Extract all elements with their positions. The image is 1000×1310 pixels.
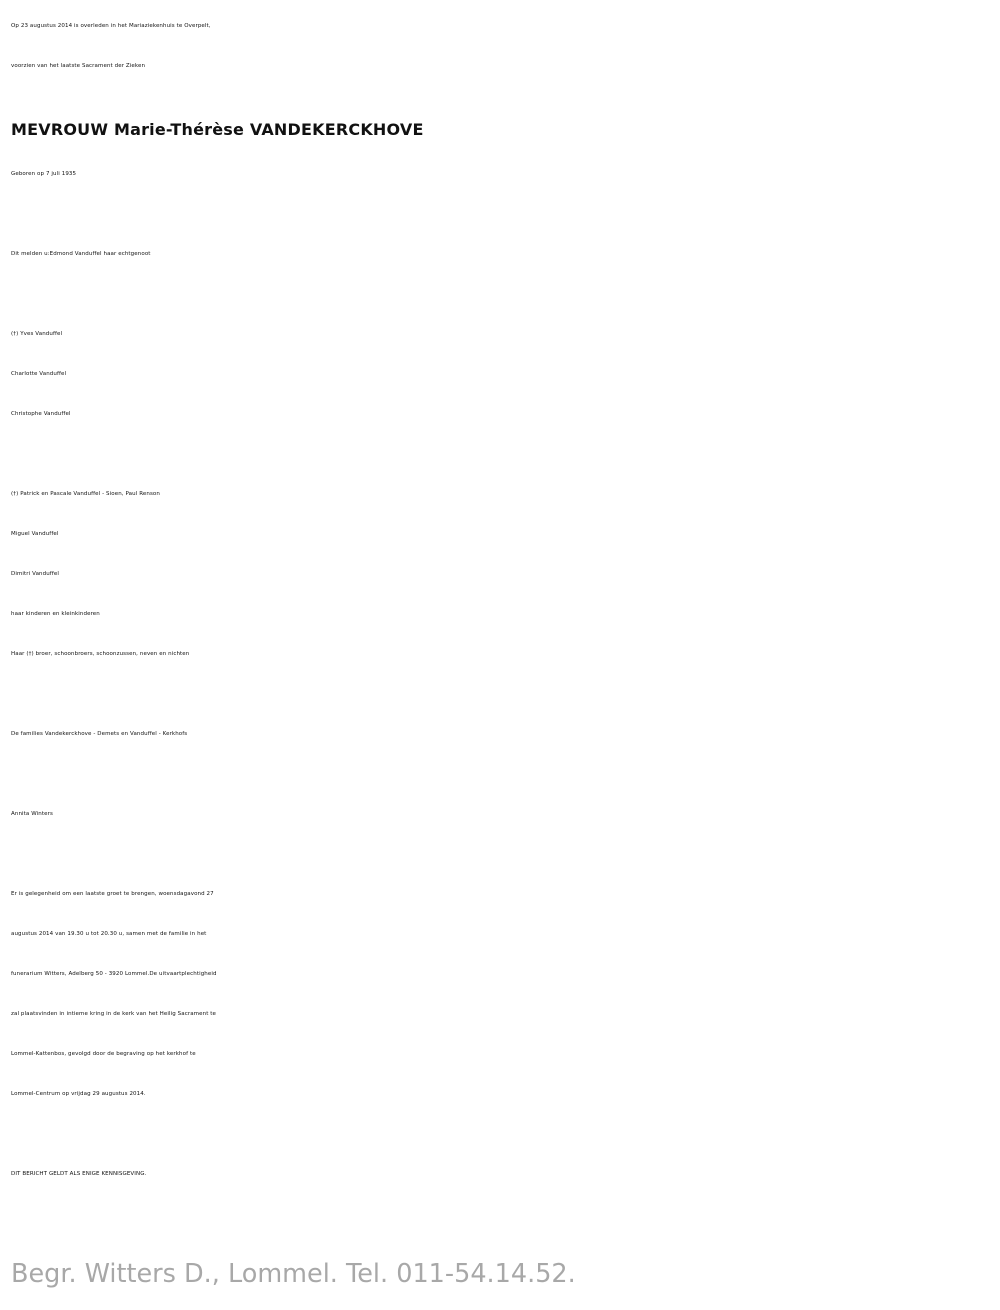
families-line: De families Vandekerckhove - Demets en Vanduffel - Kerkhofs: [11, 731, 188, 737]
list-item: (†) Yves Vanduffel: [11, 331, 63, 337]
list-item: Dimitri Vanduffel: [11, 571, 59, 577]
list-item: Christophe Vanduffel: [11, 411, 71, 417]
list-item: (†) Patrick en Pascale Vanduffel - Sioen, Paul Renson: [11, 491, 160, 497]
ceremony-line: Lommel-Kattenbos, gevolgd door de begraving op het kerkhof te: [11, 1051, 196, 1057]
spacer: [11, 754, 991, 794]
intro-line-2: voorzien van het laatste Sacrament der Zieken: [11, 63, 146, 69]
list-item: haar kinderen en kleinkinderen: [11, 611, 100, 617]
intro-line-1: Op 23 augustus 2014 is overleden in het Mariaziekenhuis te Overpelt,: [11, 23, 211, 29]
ceremony-line: funerarium Witters, Adelberg 50 - 3920 Lommel.De uitvaartplechtigheid: [11, 971, 217, 977]
obituary-notice: [11, 0, 991, 1194]
ceremony-paragraph: [11, 874, 991, 1114]
spacer: [11, 274, 991, 314]
ceremony-line: Lommel-Centrum op vrijdag 29 augustus 2014.: [11, 1091, 146, 1097]
intro-block: [11, 0, 991, 86]
other-announcer: Annita Winters: [11, 811, 53, 817]
deceased-name: MEVROUW Marie-Thérèse VANDEKERCKHOVE: [11, 120, 424, 139]
funeral-director-footer: Begr. Witters D., Lommel. Tel. 011-54.14.52.: [11, 1259, 576, 1289]
list-item: Haar (†) broer, schoonbroers, schoonzussen, neven en nichten: [11, 651, 190, 657]
ceremony-line: Er is gelegenheid om een laatste groet te brengen, woensdagavond 27: [11, 891, 214, 897]
birth-date: Geboren op 7 juli 1935: [11, 171, 77, 177]
spacer: [11, 1114, 991, 1154]
spacer: [11, 194, 991, 234]
children-list: [11, 314, 991, 434]
list-item: Charlotte Vanduffel: [11, 371, 67, 377]
notice-line: DIT BERICHT GELDT ALS ENIGE KENNISGEVING.: [11, 1171, 147, 1177]
spouse-line: Dit melden u:Edmond Vanduffel haar echtgenoot: [11, 251, 151, 257]
grandchildren-list: [11, 474, 991, 674]
ceremony-line: augustus 2014 van 19.30 u tot 20.30 u, samen met de familie in het: [11, 931, 207, 937]
spacer: [11, 434, 991, 474]
ceremony-line: zal plaatsvinden in intieme kring in de kerk van het Heilig Sacrament te: [11, 1011, 217, 1017]
spacer: [11, 674, 991, 714]
spacer: [11, 834, 991, 874]
list-item: Miguel Vanduffel: [11, 531, 59, 537]
